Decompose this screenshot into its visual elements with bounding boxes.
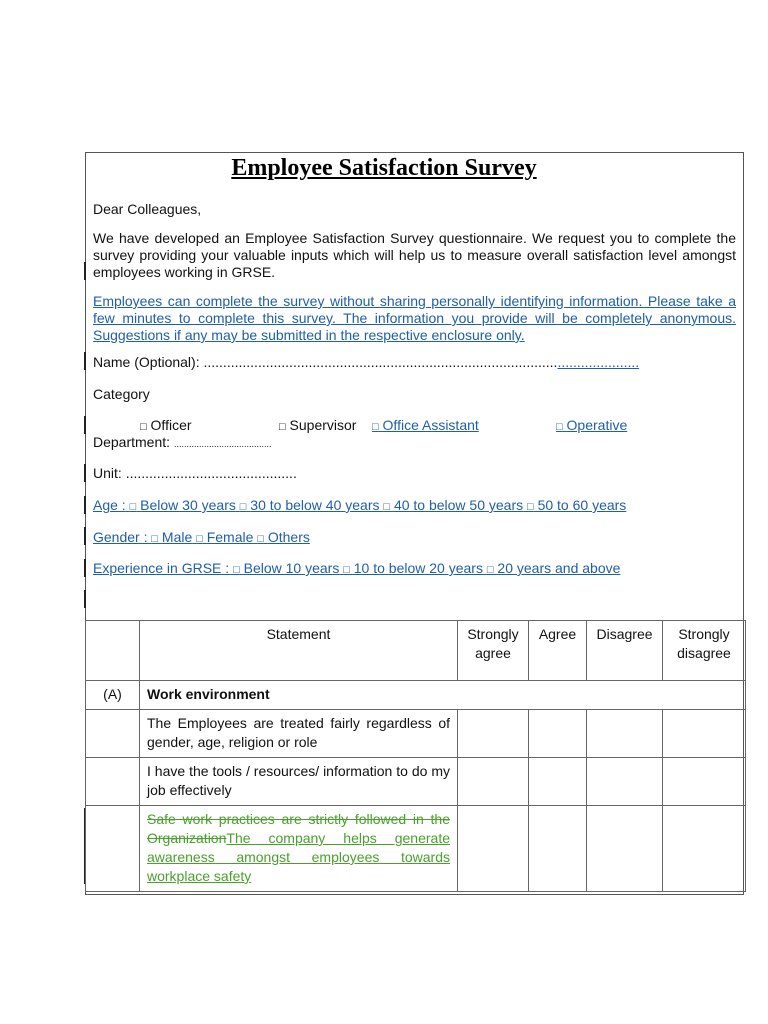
inserted-text: The company helps generate awareness amongst employees towards workplace safety (147, 830, 450, 884)
greeting: Dear Colleagues, (93, 201, 202, 217)
section-label: Work environment (140, 681, 746, 710)
checkbox-icon: □ (239, 501, 247, 513)
strongly-agree-cell[interactable] (458, 710, 529, 758)
agree-cell[interactable] (529, 758, 587, 806)
experience-option-1[interactable]: □ Below 10 years (233, 560, 340, 576)
section-id: (A) (86, 681, 140, 710)
survey-table (85, 620, 746, 892)
statement-cell: I have the tools / resources/ information to do my job effectively (140, 758, 458, 806)
change-bar (84, 464, 86, 482)
change-bar (84, 496, 86, 514)
unit-field[interactable]: Unit: ............................................ (93, 465, 297, 481)
experience-options: Experience in GRSE : □ Below 10 years □ 10 to below 20 years □ 20 years and above (93, 560, 621, 576)
age-option-1[interactable]: □ Below 30 years (129, 497, 236, 513)
change-bar (84, 262, 86, 280)
row-number-cell (86, 806, 140, 892)
gender-option-others[interactable]: □ Others (257, 529, 310, 545)
column-header-agree: Agree (529, 621, 587, 681)
strongly-disagree-cell[interactable] (663, 710, 746, 758)
change-bar (84, 590, 86, 608)
change-bar (84, 559, 86, 577)
change-bar (84, 527, 86, 545)
column-header-strongly-agree: Strongly agree (458, 621, 529, 681)
section-row (86, 681, 746, 710)
gender-option-female[interactable]: □ Female (196, 529, 254, 545)
intro-paragraph: We have developed an Employee Satisfaction Survey questionnaire. We request you to complete the survey providing your valuable inputs which will help us to measure overall satisfaction level amongst employees working in GRSE. (93, 230, 736, 280)
table-row (86, 710, 746, 758)
change-bar (84, 416, 86, 434)
age-option-2[interactable]: □ 30 to below 40 years (239, 497, 380, 513)
experience-option-2[interactable]: □ 10 to below 20 years (343, 560, 483, 576)
department-field[interactable]: Department: ....................................... (93, 434, 272, 450)
gender-option-male[interactable]: □ Male (151, 529, 193, 545)
disagree-cell[interactable] (587, 758, 663, 806)
change-bar (84, 352, 86, 370)
page-title: Employee Satisfaction Survey (231, 155, 537, 181)
checkbox-icon: □ (279, 421, 286, 433)
deleted-text: Safe work practices are strictly followed in the Organization (147, 811, 450, 846)
table-row (86, 806, 746, 892)
column-header-statement: Statement (140, 621, 458, 681)
age-option-3[interactable]: □ 40 to below 50 years (383, 497, 524, 513)
column-header-strongly-disagree: Strongly disagree (663, 621, 746, 681)
checkbox-icon: □ (233, 564, 240, 576)
statement-cell: The Employees are treated fairly regardless of gender, age, religion or role (140, 710, 458, 758)
table-row (86, 758, 746, 806)
category-office-assistant-option[interactable]: □ Office Assistant (372, 417, 479, 433)
checkbox-icon: □ (383, 501, 391, 513)
gender-options: Gender : □ Male □ Female □ Others (93, 529, 310, 545)
checkbox-icon: □ (343, 564, 350, 576)
strongly-agree-cell[interactable] (458, 806, 529, 892)
row-number-cell (86, 710, 140, 758)
row-number-cell (86, 758, 140, 806)
checkbox-icon: □ (257, 533, 264, 545)
checkbox-icon: □ (527, 501, 534, 513)
checkbox-icon: □ (140, 421, 147, 433)
strongly-disagree-cell[interactable] (663, 806, 746, 892)
disagree-cell[interactable] (587, 806, 663, 892)
category-label: Category (93, 386, 150, 402)
agree-cell[interactable] (529, 806, 587, 892)
experience-option-3[interactable]: □ 20 years and above (486, 560, 621, 576)
category-officer-option[interactable]: □ Officer (140, 417, 192, 433)
statement-cell-revised (140, 806, 458, 892)
name-field[interactable]: Name (Optional): ................................................................................................................ (93, 354, 640, 370)
checkbox-icon: □ (129, 501, 137, 513)
agree-cell[interactable] (529, 710, 587, 758)
strongly-agree-cell[interactable] (458, 758, 529, 806)
category-operative-option[interactable]: □ Operative (556, 417, 628, 433)
column-header (86, 621, 140, 681)
checkbox-icon: □ (556, 421, 563, 433)
checkbox-icon: □ (151, 533, 159, 545)
strongly-disagree-cell[interactable] (663, 758, 746, 806)
age-option-4[interactable]: □ 50 to 60 years (527, 497, 627, 513)
table-header-row (86, 621, 746, 681)
checkbox-icon: □ (372, 421, 379, 433)
checkbox-icon: □ (486, 564, 494, 576)
category-supervisor-option[interactable]: □ Supervisor (279, 417, 357, 433)
column-header-disagree: Disagree (587, 621, 663, 681)
disagree-cell[interactable] (587, 710, 663, 758)
age-options: Age : □ Below 30 years □ 30 to below 40 years □ 40 to below 50 years □ 50 to 60 years (93, 497, 627, 513)
checkbox-icon: □ (196, 533, 203, 545)
anonymity-paragraph: Employees can complete the survey without sharing personally identifying information. Please take a few minutes to complete this survey. The information you provide will be completely anonymous. Suggestions if any may be submitted in the respective enclosure only. (93, 293, 736, 343)
